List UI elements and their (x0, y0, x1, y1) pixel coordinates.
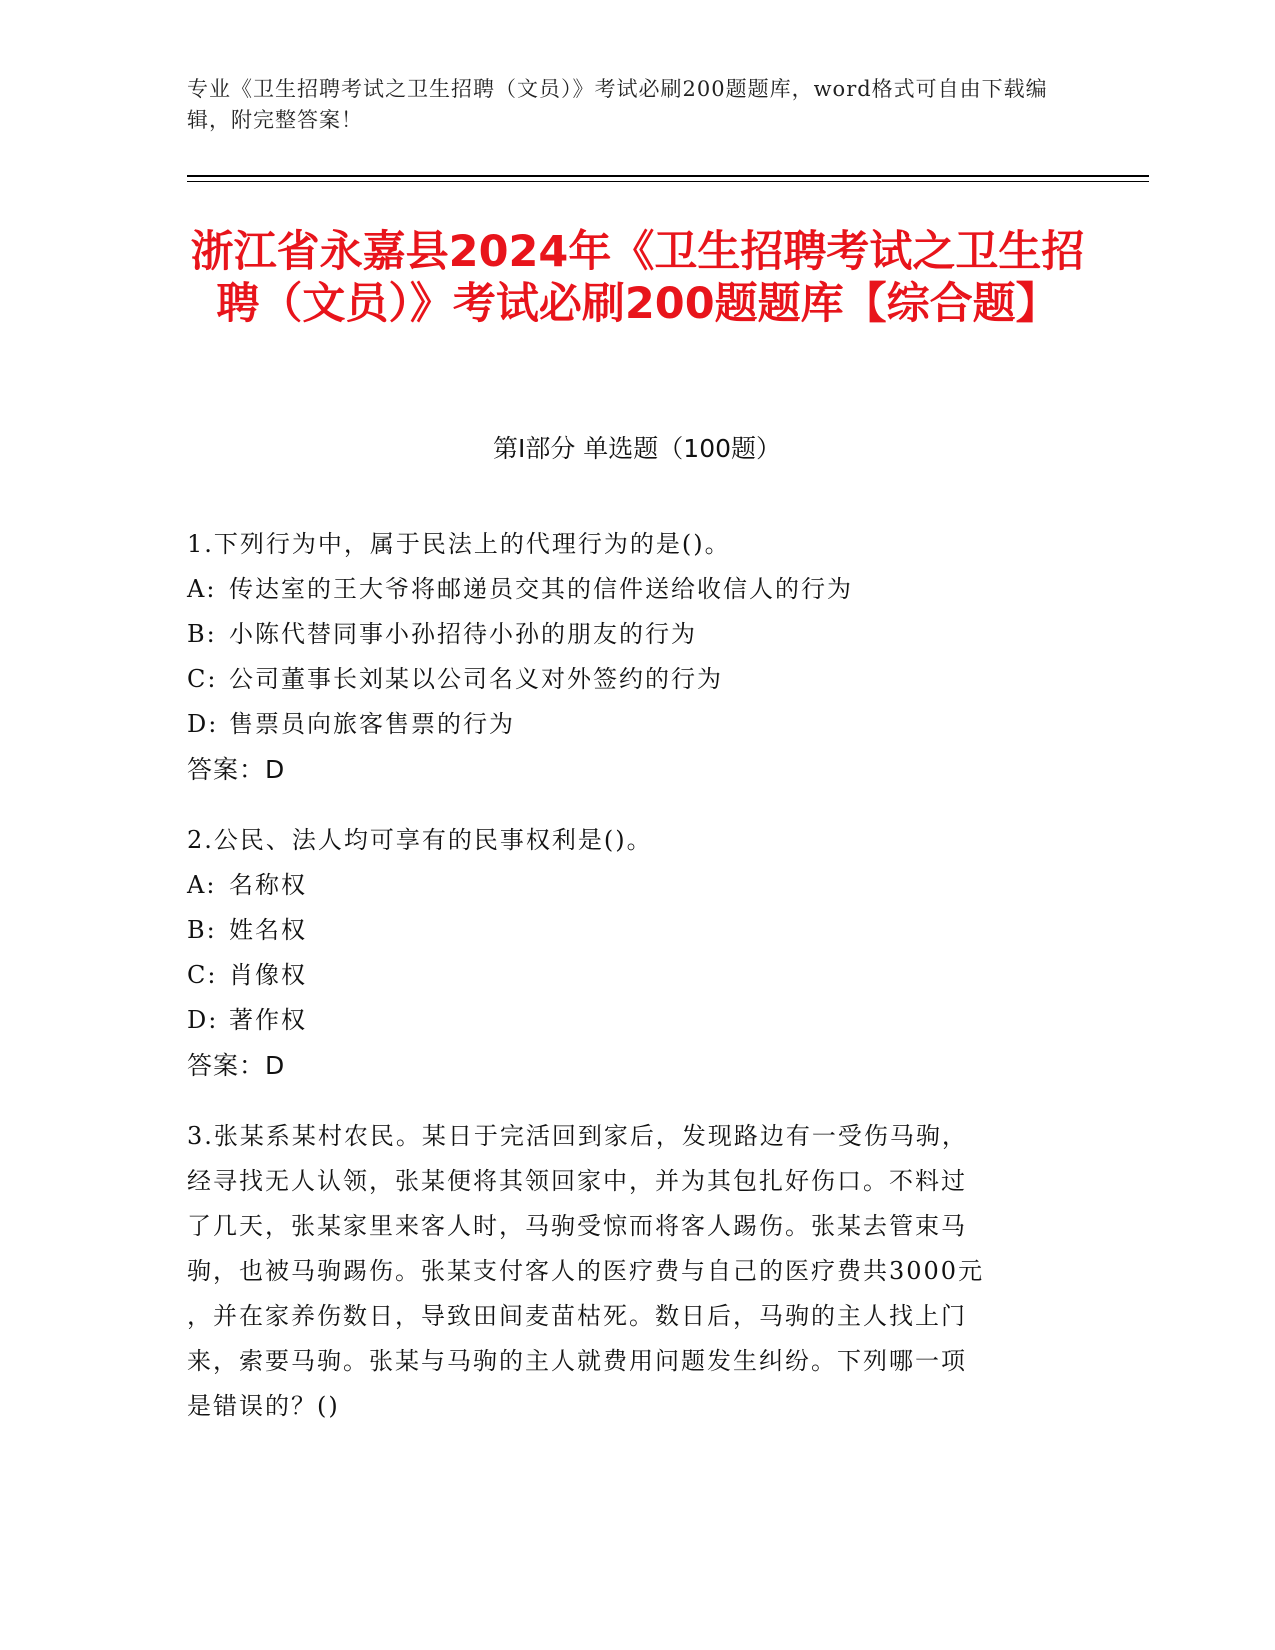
option-text: 姓名权 (229, 916, 307, 944)
option-d (187, 998, 1087, 1043)
stem-line: ，并在家养伤数日，导致田间麦苗枯死。数日后，马驹的主人找上门 (187, 1302, 967, 1330)
option-c (187, 657, 1087, 702)
option-letter: C: (187, 665, 218, 693)
option-b (187, 908, 1087, 953)
option-d (187, 702, 1087, 747)
option-letter: C: (187, 961, 218, 989)
question-3 (187, 1114, 1087, 1429)
option-letter: D: (187, 710, 219, 738)
option-letter: A: (187, 871, 217, 899)
question-list (187, 522, 1087, 1455)
option-text: 著作权 (229, 1006, 307, 1034)
option-text: 传达室的王大爷将邮递员交其的信件送给收信人的行为 (229, 575, 853, 603)
option-a (187, 863, 1087, 908)
question-stem: 1.下列行为中，属于民法上的代理行为的是()。 (187, 530, 731, 558)
answer: 答案：D (187, 755, 286, 784)
header-divider-thick (187, 175, 1149, 177)
option-letter: A: (187, 575, 217, 603)
option-text: 公司董事长刘某以公司名义对外签约的行为 (229, 665, 723, 693)
stem-line: 驹，也被马驹踢伤。张某支付客人的医疗费与自己的医疗费共3000元 (187, 1257, 985, 1285)
option-text: 名称权 (229, 871, 307, 899)
stem-line: 是错误的？() (187, 1392, 340, 1420)
stem-line: 来，索要马驹。张某与马驹的主人就费用问题发生纠纷。下列哪一项 (187, 1347, 967, 1375)
option-text: 小陈代替同事小孙招待小孙的朋友的行为 (229, 620, 697, 648)
header-divider-thin (187, 181, 1149, 182)
document-title: 浙江省永嘉县2024年《卫生招聘考试之卫生招聘（文员）》考试必刷200题题库【综合题】 (190, 227, 1085, 329)
section-heading: 第I部分 单选题（100题） (492, 434, 782, 463)
header-note: 专业《卫生招聘考试之卫生招聘（文员）》考试必刷200题题库，word格式可自由下载编辑，附完整答案！ (187, 77, 1048, 132)
option-text: 售票员向旅客售票的行为 (229, 710, 515, 738)
stem-line: 经寻找无人认领，张某便将其领回家中，并为其包扎好伤口。不料过 (187, 1167, 967, 1195)
option-c (187, 953, 1087, 998)
question-stem: 2.公民、法人均可享有的民事权利是()。 (187, 826, 653, 854)
option-a (187, 567, 1087, 612)
question-stem (187, 1114, 1087, 1429)
option-letter: D: (187, 1006, 219, 1034)
answer: 答案：D (187, 1051, 286, 1080)
option-text: 肖像权 (229, 961, 307, 989)
stem-line: 3.张某系某村农民。某日于完活回到家后，发现路边有一受伤马驹， (187, 1122, 968, 1150)
question-1 (187, 522, 1087, 792)
option-b (187, 612, 1087, 657)
question-2 (187, 818, 1087, 1088)
stem-line: 了几天，张某家里来客人时，马驹受惊而将客人踢伤。张某去管束马 (187, 1212, 967, 1240)
option-letter: B: (187, 916, 217, 944)
option-letter: B: (187, 620, 217, 648)
